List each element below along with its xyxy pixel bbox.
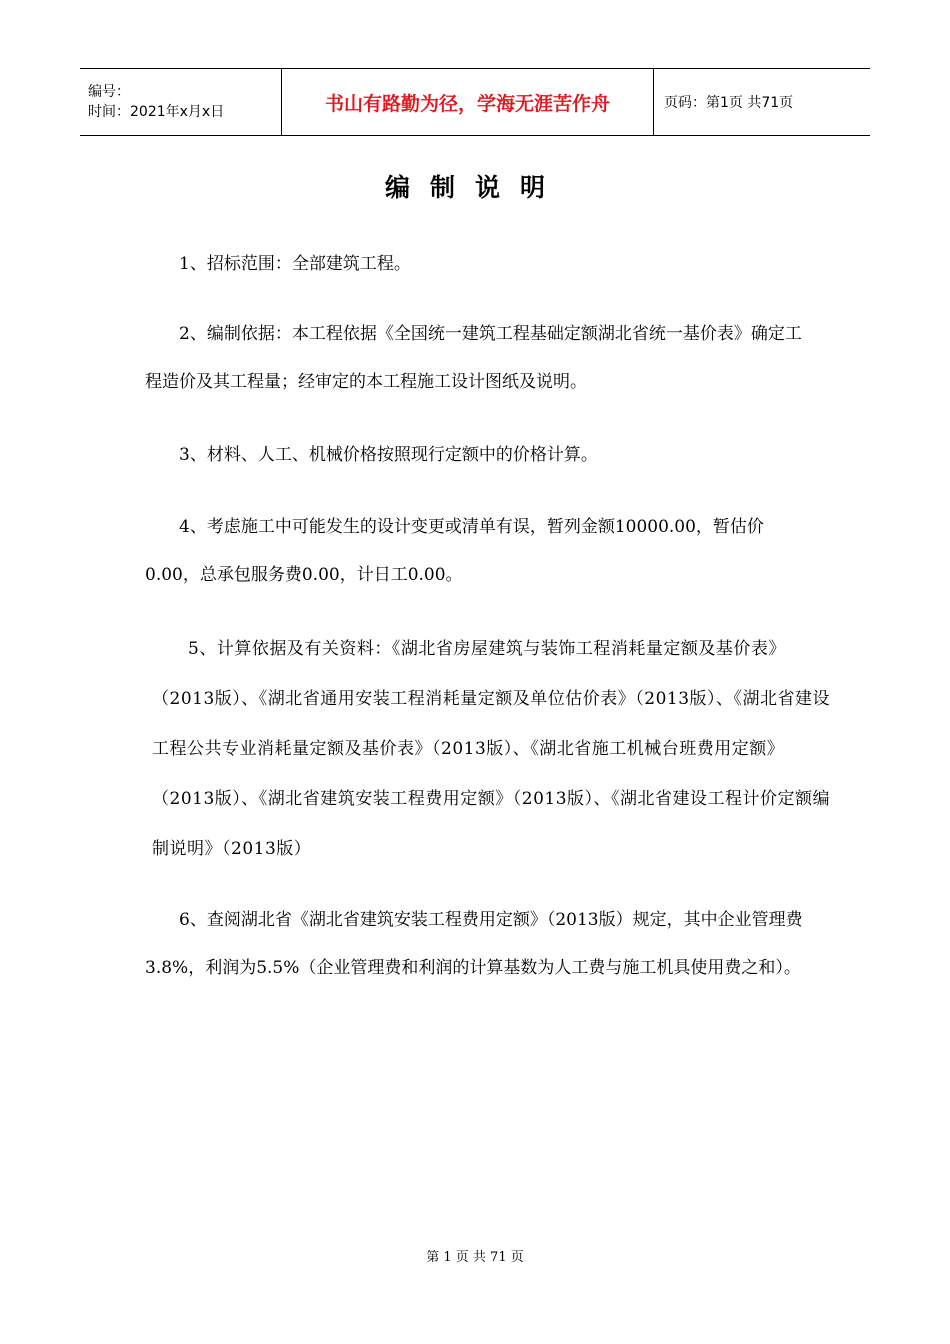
- motto-text: 书山有路勤为径，学海无涯苦作舟: [324, 92, 610, 115]
- paragraph-6: 6、查阅湖北省《湖北省建筑安装工程费用定额》（2013版）规定，其中企业管理费3.8%，利润为5.5%（企业管理费和利润的计算基数为人工费与施工机具使用费之和）。: [145, 910, 803, 978]
- paragraph-5: 5、计算依据及有关资料：《湖北省房屋建筑与装饰工程消耗量定额及基价表》（2013版）、《湖北省通用安装工程消耗量定额及单位估价表》（2013版）、《湖北省建设工程公共专业消耗量定额及基价表》（2013版）、《湖北省施工机械台班费用定额》（2013版）、《湖北省建筑安装工程费用定额》（2013版）、《湖北省建设工程计价定额编制说明》（2013版）: [152, 639, 831, 859]
- page-info-cell: [654, 69, 870, 135]
- paragraph-2: 2、编制依据：本工程依据《全国统一建筑工程基础定额湖北省统一基价表》确定工程造价及其工程量；经审定的本工程施工设计图纸及说明。: [145, 324, 802, 392]
- page-title: 编制说明: [384, 173, 565, 202]
- page-footer: 第 1 页 共 71 页: [426, 1250, 524, 1265]
- page-info-text: 页码：第1页 共71页: [664, 95, 794, 111]
- serial-label: 编号：: [88, 84, 130, 100]
- motto-cell: [282, 69, 654, 135]
- paragraph-3: 3、材料、人工、机械价格按照现行定额中的价格计算。: [179, 445, 598, 465]
- header-meta-cell: [80, 69, 282, 135]
- paragraph-1: 1、招标范围：全部建筑工程。: [179, 254, 411, 274]
- paragraph-4: 4、考虑施工中可能发生的设计变更或清单有误，暂列金额10000.00，暂估价0.00，总承包服务费0.00，计日工0.00。: [145, 517, 764, 585]
- header-table: [80, 68, 870, 136]
- time-label: 时间：2021年x月x日: [88, 104, 225, 120]
